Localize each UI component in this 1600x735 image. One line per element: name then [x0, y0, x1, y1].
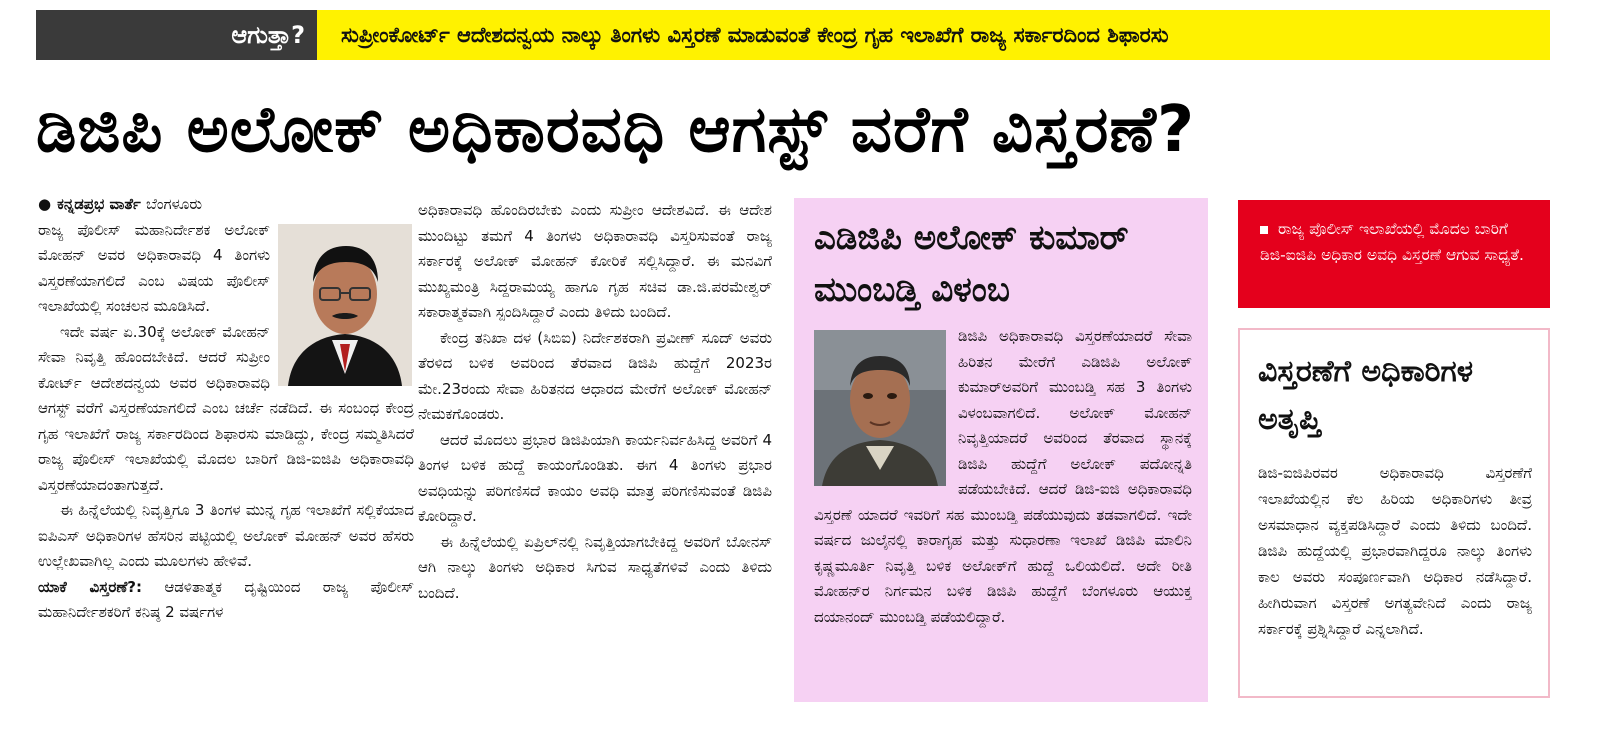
col2-paragraph-4: ಈ ಹಿನ್ನೆಲೆಯಲ್ಲಿ ಏಪ್ರಿಲ್‌ನಲ್ಲಿ ನಿವೃತ್ತಿಯಾಗಬೇಕಿದ್ದ ಅವರಿಗೆ ಬೋನಸ್ ಆಗಿ ನಾಲ್ಕು ತಿಂಗಳು ಅಧಿಕಾರ ಸಿಗುವ ಸಾಧ್ಯತೆಗಳಿವೆ ಎಂದು ತಿಳಿದು ಬಂದಿದೆ. [418, 532, 772, 602]
byline-city: ಬೆಂಗಳೂರು [146, 195, 203, 213]
box-body: ಡಿಜಿ-ಐಜಿಪಿರವರ ಅಧಿಕಾರಾವಧಿ ವಿಸ್ತರಣೆಗೆ ಇಲಾಖೆಯಲ್ಲಿನ ಕೆಲ ಹಿರಿಯ ಅಧಿಕಾರಿಗಳು ತೀವ್ರ ಅಸಮಾಧಾನ ವ್ಯಕ್ತಪಡಿಸಿದ್ದಾರೆ ಎಂದು ತಿಳಿದು ಬಂದಿದೆ. ಡಿಜಿಪಿ ಹುದ್ದೆಯಲ್ಲಿ ಪ್ರಭಾರವಾಗಿದ್ದರೂ ನಾಲ್ಕು ತಿಂಗಳು ಕಾಲ ಅವರು ಸಂಪೂರ್ಣವಾಗಿ ಅಧಿಕಾರ ನಡೆಸಿದ್ದಾರೆ. ಹೀಗಿರುವಾಗ ವಿಸ್ತರಣೆ ಅಗತ್ಯವೇನಿದೆ ಎಂದು ರಾಜ್ಯ ಸರ್ಕಾರಕ್ಕೆ ಪ್ರಶ್ನಿಸಿದ್ದಾರೆ ಎನ್ನಲಾಗಿದೆ. [1258, 464, 1532, 638]
portrait-2-svg [814, 330, 946, 486]
col1-paragraph-3: ಈ ಹಿನ್ನೆಲೆಯಲ್ಲಿ ನಿವೃತ್ತಿಗೂ 3 ತಿಂಗಳ ಮುನ್ನ ಗೃಹ ಇಲಾಖೆಗೆ ಸಲ್ಲಿಕೆಯಾದ ಐಪಿಎಸ್ ಅಧಿಕಾರಿಗಳ ಹೆಸರಿನ ಪಟ್ಟಿಯಲ್ಲಿ ಅಲೋಕ್ ಮೋಹನ್ ಅವರ ಹೆಸರು ಉಲ್ಲೇಖವಾಗಿಲ್ಲ ಎಂದು ಮೂಲಗಳು ಹೇಳಿವೆ. [38, 501, 414, 570]
col2-paragraph-1: ಅಧಿಕಾರಾವಧಿ ಹೊಂದಿರಬೇಕು ಎಂದು ಸುಪ್ರೀಂ ಆದೇಶವಿದೆ. ಈ ಆದೇಶ ಮುಂದಿಟ್ಟು ತಮಗೆ 4 ತಿಂಗಳು ಅಧಿಕಾರಾವಧಿ ವಿಸ್ತರಿಸುವಂತೆ ರಾಜ್ಯ ಸರ್ಕಾರಕ್ಕೆ ಅಲೋಕ್ ಮೋಹನ್ ಕೋರಿಕೆ ಸಲ್ಲಿಸಿದ್ದಾರೆ. ಈ ಮನವಿಗೆ ಮುಖ್ಯಮಂತ್ರಿ ಸಿದ್ದರಾಮಯ್ಯ ಹಾಗೂ ಗೃಹ ಸಚಿವ ಡಾ.ಜಿ.ಪರಮೇಶ್ವರ್ ಸಕಾರಾತ್ಮಕವಾಗಿ ಸ್ಪಂದಿಸಿದ್ದಾರೆ ಎಂದು ತಿಳಿದು ಬಂದಿದೆ. [418, 201, 772, 321]
byline [38, 192, 414, 218]
portrait-1-svg [278, 224, 412, 386]
officers-discontent-box [1238, 328, 1550, 698]
sidebar-adgp-promotion [794, 198, 1208, 702]
bullet-icon: ● [38, 195, 52, 213]
col1-paragraph-2: ಇದೇ ವರ್ಷ ಏ.30ಕ್ಕೆ ಅಲೋಕ್ ಮೋಹನ್ ಸೇವಾ ನಿವೃತ್ತಿ ಹೊಂದಬೇಕಿದೆ. ಆದರೆ ಸುಪ್ರೀಂ ಕೋರ್ಟ್ ಆದೇಶದನ್ವಯ ಅವರ ಅಧಿಕಾರಾವಧಿ ಆಗಸ್ಟ್ ವರೆಗೆ ವಿಸ್ತರಣೆಯಾಗಲಿದೆ ಎಂಬ ಚರ್ಚೆ ನಡೆದಿದೆ. ಈ ಸಂಬಂಧ ಕೇಂದ್ರ ಗೃಹ ಇಲಾಖೆಗೆ ರಾಜ್ಯ ಸರ್ಕಾರದಿಂದ ಶಿಫಾರಸು ಮಾಡಿದ್ದು, ಕೇಂದ್ರ ಸಮ್ಮತಿಸಿದರೆ ರಾಜ್ಯ ಪೊಲೀಸ್ ಇಲಾಖೆಯಲ್ಲಿ ಮೊದಲ ಬಾರಿಗೆ ಡಿಜಿ-ಐಜಿಪಿ ಅಧಿಕಾರಾವಧಿ ವಿಸ್ತರಣೆಯಾದಂತಾಗುತ್ತದೆ. [38, 322, 414, 494]
col1-subhead-paragraph [38, 575, 414, 626]
kicker-label: ಆಗುತ್ತಾ? [36, 10, 317, 60]
highlight-text: ರಾಜ್ಯ ಪೊಲೀಸ್ ಇಲಾಖೆಯಲ್ಲಿ ಮೊದಲ ಬಾರಿಗೆ ಡಿಜಿ-ಐಜಿಪಿ ಅಧಿಕಾರ ಅವಧಿ ವಿಸ್ತರಣೆ ಆಗುವ ಸಾಧ್ಯತೆ. [1260, 220, 1524, 264]
subhead-why-extension: ಯಾಕೆ ವಿಸ್ತರಣೆ?: [38, 577, 142, 596]
col2-paragraph-3: ಆದರೆ ಮೊದಲು ಪ್ರಭಾರ ಡಿಜಿಪಿಯಾಗಿ ಕಾರ್ಯನಿರ್ವಹಿಸಿದ್ದ ಅವರಿಗೆ 4 ತಿಂಗಳ ಬಳಿಕ ಹುದ್ದೆ ಕಾಯಂಗೊಂಡಿತು. ಈಗ 4 ತಿಂಗಳು ಪ್ರಭಾರ ಅವಧಿಯನ್ನು ಪರಿಗಣಿಸದೆ ಕಾಯಂ ಅವಧಿ ಮಾತ್ರ ಪರಿಗಣಿಸುವಂತೆ ಡಿಜಿಪಿ ಕೋರಿದ್ದಾರೆ. [418, 430, 772, 525]
col1-paragraph-1: ರಾಜ್ಯ ಪೊಲೀಸ್ ಮಹಾನಿರ್ದೇಶಕ ಅಲೋಕ್ ಮೋಹನ್ ಅವರ ಅಧಿಕಾರಾವಧಿ 4 ತಿಂಗಳು ವಿಸ್ತರಣೆಯಾಗಲಿದೆ ಎಂಬ ವಿಷಯ ಪೊಲೀಸ್ ಇಲಾಖೆಯಲ್ಲಿ ಸಂಚಲನ ಮೂಡಿಸಿದೆ. [38, 220, 270, 315]
kicker-bar [36, 10, 1550, 60]
subhead-body-text: ಆಡಳಿತಾತ್ಮಕ ದೃಷ್ಟಿಯಿಂದ ರಾಜ್ಯ ಪೊಲೀಸ್ ಮಹಾನಿರ್ದೇಶಕರಿಗೆ ಕನಿಷ್ಠ 2 ವರ್ಷಗಳ [38, 577, 414, 621]
headline: ಡಿಜಿಪಿ ಅಲೋಕ್ ಅಧಿಕಾರವಧಿ ಆಗಸ್ಟ್ ವರೆಗೆ ವಿಸ್ತರಣೆ? [36, 93, 1196, 167]
sidebar-body [814, 324, 1192, 630]
highlight-box [1238, 200, 1550, 308]
col2-paragraph-2: ಕೇಂದ್ರ ತನಿಖಾ ದಳ (ಸಿಬಿಐ) ನಿರ್ದೇಶಕರಾಗಿ ಪ್ರವೀಣ್ ಸೂದ್ ಅವರು ತೆರಳಿದ ಬಳಿಕ ಅವರಿಂದ ತೆರವಾದ ಡಿಜಿಪಿ ಹುದ್ದೆಗೆ 2023ರ ಮೇ.23ರಂದು ಸೇವಾ ಹಿರಿತನದ ಆಧಾರದ ಮೇರೆಗೆ ಅಲೋಕ್ ಮೋಹನ್ ನೇಮಕಗೊಂಡರು. [418, 328, 772, 423]
square-bullet-icon [1260, 226, 1268, 234]
kicker-text: ಸುಪ್ರೀಂಕೋರ್ಟ್ ಆದೇಶದನ್ವಯ ನಾಲ್ಕು ತಿಂಗಳು ವಿಸ್ತರಣೆ ಮಾಡುವಂತೆ ಕೇಂದ್ರ ಗೃಹ ಇಲಾಖೆಗೆ ರಾಜ್ಯ ಸರ್ಕಾರದಿಂದ ಶಿಫಾರಸು [317, 10, 1550, 60]
dgp-alok-mohan-photo [278, 224, 412, 386]
sidebar-title: ಎಡಿಜಿಪಿ ಅಲೋಕ್ ಕುಮಾರ್ ಮುಂಬಡ್ತಿ ವಿಳಂಬ [814, 218, 1129, 310]
sidebar-paragraph: ಡಿಜಿಪಿ ಅಧಿಕಾರಾವಧಿ ವಿಸ್ತರಣೆಯಾದರೆ ಸೇವಾ ಹಿರಿತನ ಮೇರೆಗೆ ಎಡಿಜಿಪಿ ಅಲೋಕ್ ಕುಮಾರ್‌ಅವರಿಗೆ ಮುಂಬಡ್ತಿ ಸಹ 3 ತಿಂಗಳು ವಿಳಂಬವಾಗಲಿದೆ. ಅಲೋಕ್ ಮೋಹನ್ ನಿವೃತ್ತಿಯಾದರೆ ಅವರಿಂದ ತೆರವಾದ ಸ್ಥಾನಕ್ಕೆ ಡಿಜಿಪಿ ಹುದ್ದೆಗೆ ಅಲೋಕ್ ಪದೋನ್ನತಿ ಪಡೆಯಬೇಕಿದೆ. ಆದರೆ ಡಿಜಿ-ಐಜಿ ಅಧಿಕಾರಾವಧಿ ವಿಸ್ತರಣೆ ಯಾದರೆ ಇವರಿಗೆ ಸಹ ಮುಂಬಡ್ತಿ ಪಡೆಯುವುದು ತಡವಾಗಲಿದೆ. ಇದೇ ವರ್ಷದ ಜುಲೈನಲ್ಲಿ ಕಾರಾಗೃಹ ಮತ್ತು ಸುಧಾರಣಾ ಇಲಾಖೆ ಡಿಜಿಪಿ ಮಾಲಿನಿ ಕೃಷ್ಣಮೂರ್ತಿ ನಿವೃತ್ತಿ ಬಳಿಕ ಅಲೋಕ್‌ಗೆ ಹುದ್ದೆ ಒಲಿಯಲಿದೆ. ಅದೇ ರೀತಿ ಮೋಹನ್‌ರ ನಿರ್ಗಮನ ಬಳಿಕ ಡಿಜಿಪಿ ಹುದ್ದೆಗೆ ಬೆಂಗಳೂರು ಆಯುಕ್ತ ದಯಾನಂದ್ ಮುಂಬಡ್ತಿ ಪಡೆಯಲಿದ್ದಾರೆ. [814, 327, 1192, 626]
article-column-2 [418, 198, 772, 730]
box-title: ವಿಸ್ತರಣೆಗೆ ಅಧಿಕಾರಿಗಳ ಅತೃಪ್ತಿ [1258, 354, 1474, 437]
byline-source: ಕನ್ನಡಪ್ರಭ ವಾರ್ತೆ [57, 195, 141, 213]
adgp-alok-kumar-photo [814, 330, 946, 486]
article-column-1 [38, 192, 414, 730]
